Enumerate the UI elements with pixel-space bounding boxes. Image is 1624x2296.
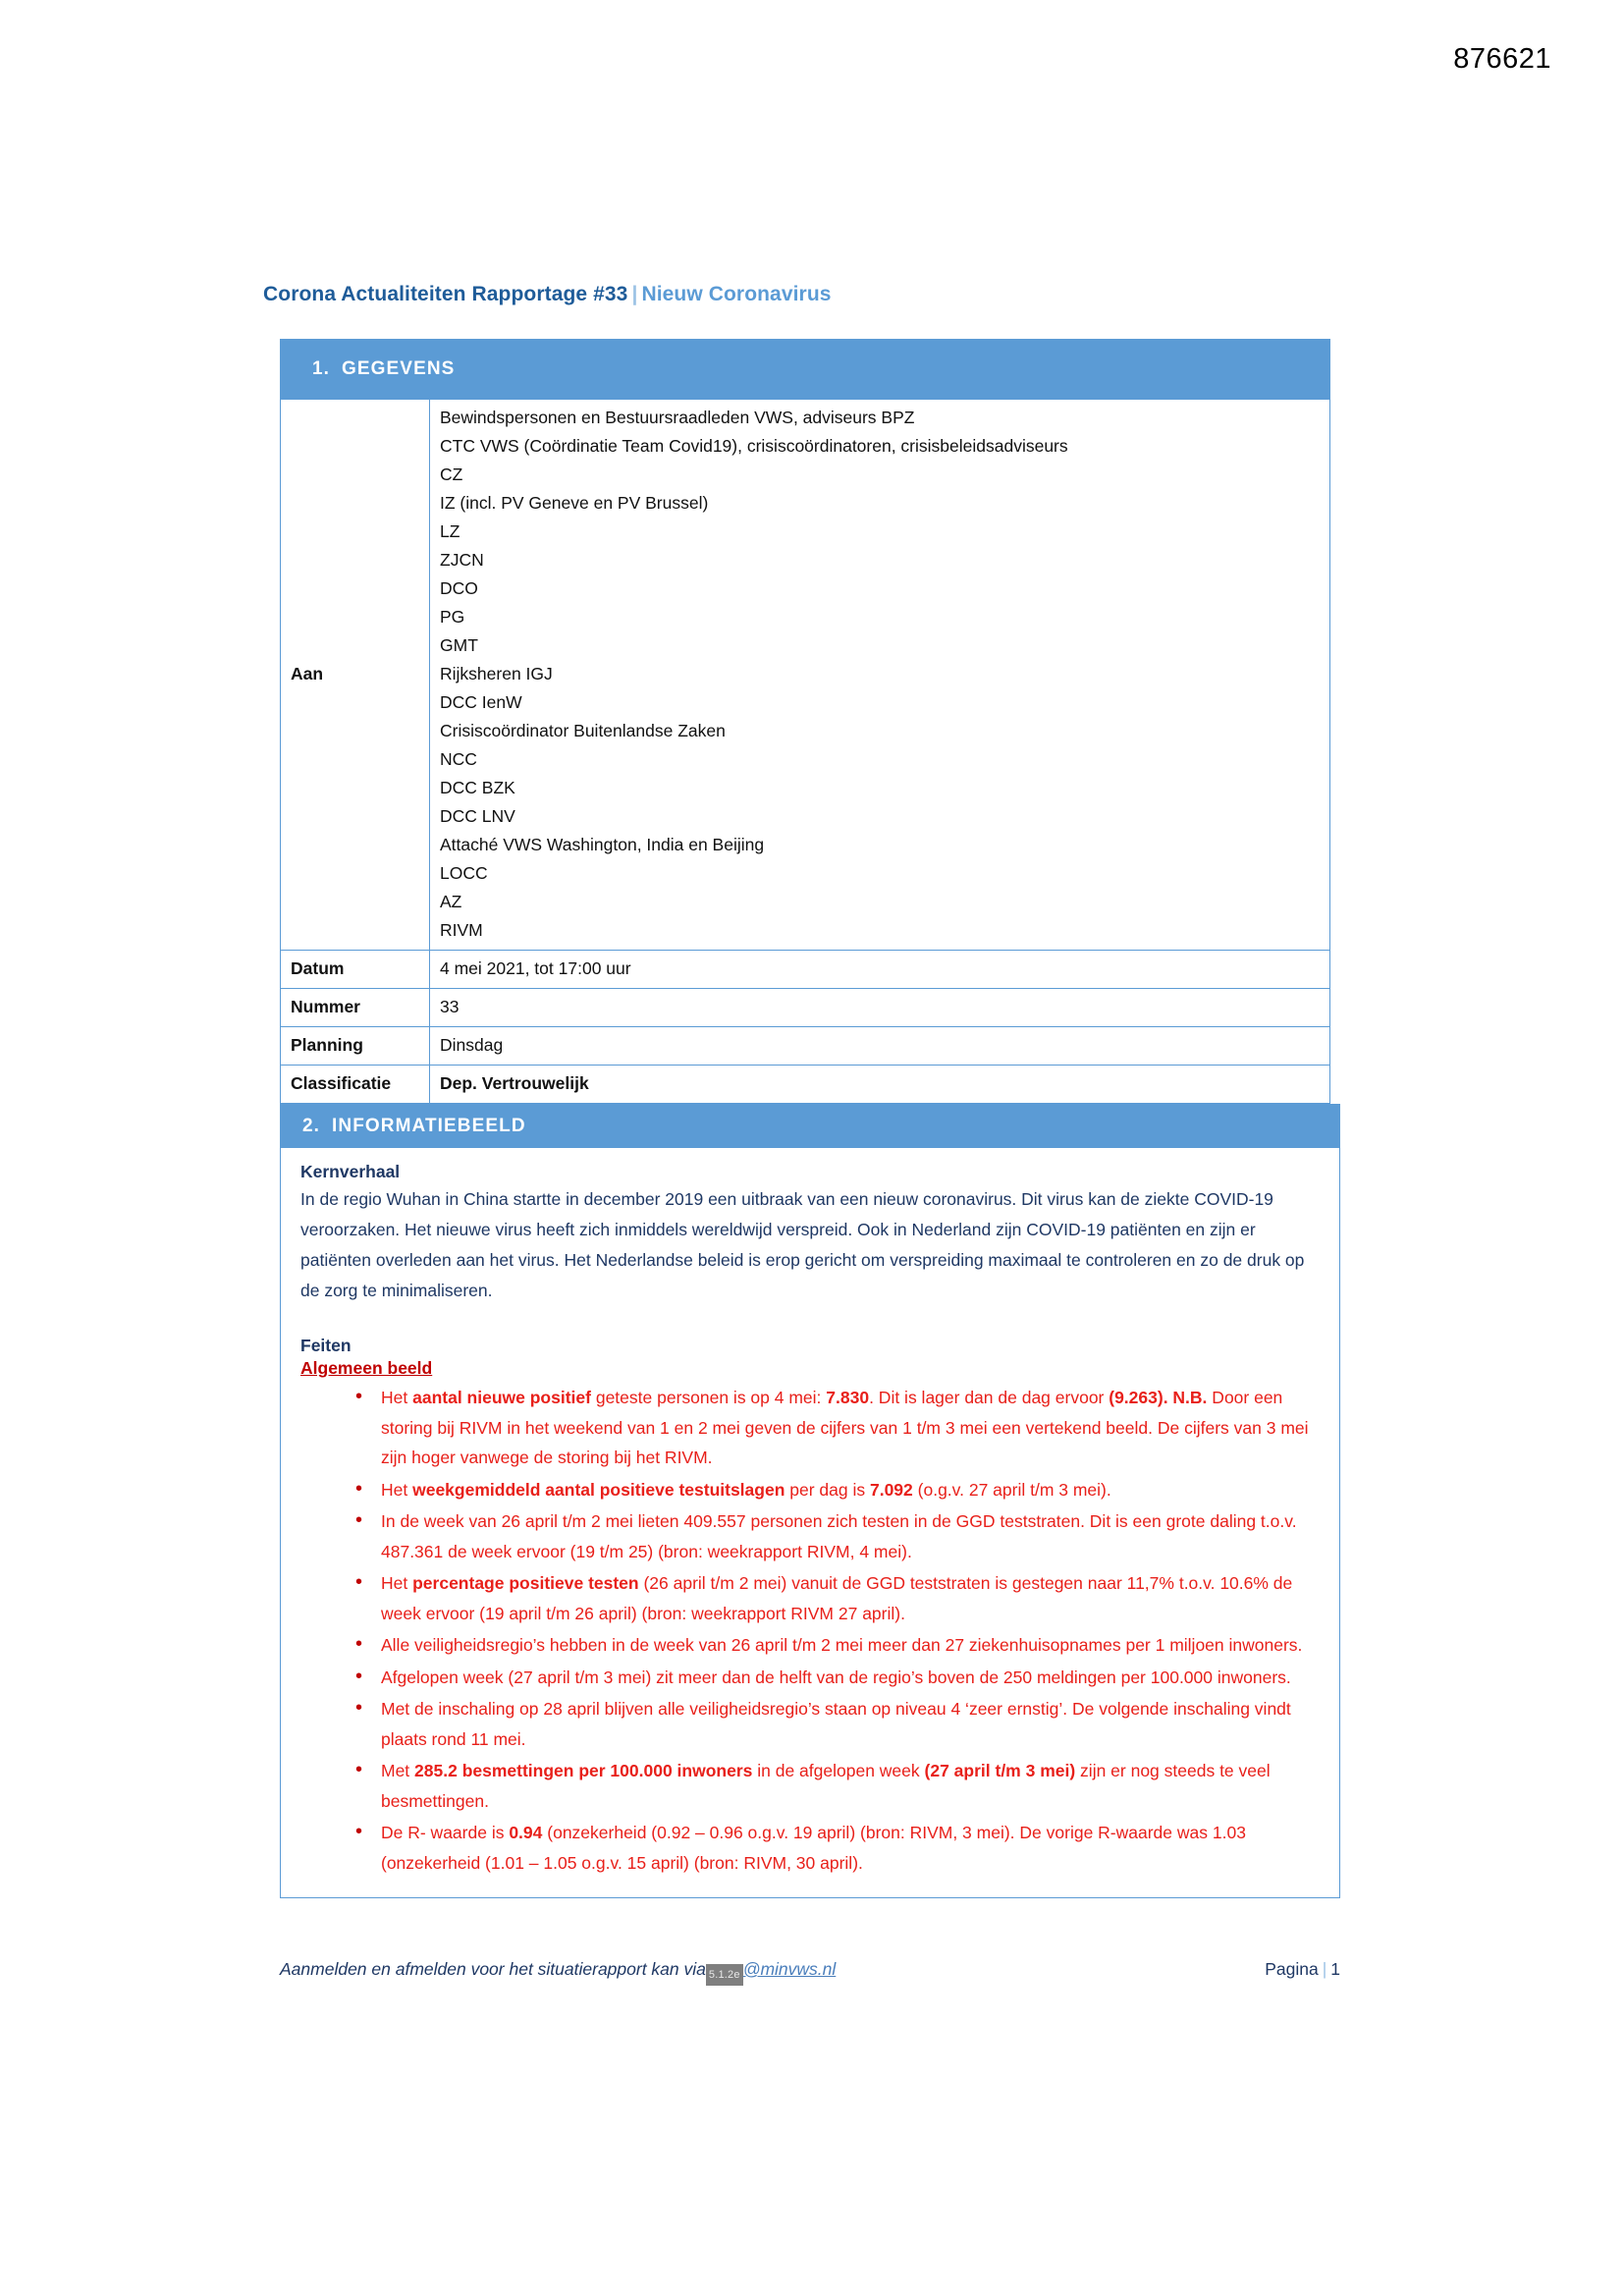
row-label-classificatie: Classificatie xyxy=(281,1066,430,1104)
list-item: • Met 285.2 besmettingen per 100.000 inwoners in de afgelopen week (27 april t/m 3 mei) zijn er nog steeds te veel besmettingen. xyxy=(355,1756,1320,1816)
list-item: DCC LNV xyxy=(440,806,515,826)
list-item: Crisiscoördinator Buitenlandse Zaken xyxy=(440,721,726,740)
list-item: CZ xyxy=(440,465,463,484)
section1-bar xyxy=(291,344,1320,394)
page-label: Pagina xyxy=(1265,1959,1319,1979)
list-item: DCC IenW xyxy=(440,692,522,712)
list-item: DCC BZK xyxy=(440,778,515,797)
report-title xyxy=(263,283,832,306)
section-header-cell xyxy=(281,340,1330,400)
list-item: • De R- waarde is 0.94 (onzekerheid (0.92 – 0.96 o.g.v. 19 april) (bron: RIVM, 3 mei). De vorige R-waarde was 1.03 (onzekerheid (1.01 – 1.05 o.g.v. 15 april) (bron: RIVM, 30 april). xyxy=(355,1818,1320,1878)
section-informatiebeeld xyxy=(280,1104,1340,1898)
list-item: PG xyxy=(440,607,465,627)
footer-contact-line xyxy=(280,1959,836,1986)
page-separator: | xyxy=(1322,1959,1327,1979)
table-row-planning xyxy=(281,1027,1330,1066)
redaction-box: 5.1.2e xyxy=(706,1964,743,1986)
feiten-heading: Feiten xyxy=(300,1336,352,1355)
section-header-row xyxy=(281,340,1330,400)
list-item: Attaché VWS Washington, India en Beijing xyxy=(440,835,765,854)
list-item: Rijksheren IGJ xyxy=(440,664,553,683)
row-value-datum: 4 mei 2021, tot 17:00 uur xyxy=(430,951,1330,989)
table-row-classificatie xyxy=(281,1066,1330,1104)
report-title-separator: | xyxy=(631,283,638,305)
list-item: Bewindspersonen en Bestuursraadleden VWS, adviseurs BPZ xyxy=(440,408,915,427)
row-value-classificatie: Dep. Vertrouwelijk xyxy=(430,1066,1330,1104)
section-gegevens xyxy=(280,339,1330,1104)
list-item: RIVM xyxy=(440,920,483,940)
report-title-subtitle: Nieuw Coronavirus xyxy=(641,283,832,305)
row-label-nummer: Nummer xyxy=(281,989,430,1027)
list-item: IZ (incl. PV Geneve en PV Brussel) xyxy=(440,493,709,513)
list-item: ZJCN xyxy=(440,550,484,570)
footer-text: Aanmelden en afmelden voor het situatierapport kan via xyxy=(280,1959,706,1979)
row-value-nummer: 33 xyxy=(430,989,1330,1027)
report-title-main: Corona Actualiteiten Rapportage #33 xyxy=(263,283,628,305)
list-item: NCC xyxy=(440,749,477,769)
list-item: • Met de inschaling op 28 april blijven alle veiligheidsregio’s staan op niveau 4 ‘zeer ernstig’. De volgende inschaling vindt plaats rond 11 mei. xyxy=(355,1694,1320,1754)
section1-number: 1. xyxy=(312,358,331,379)
algemeen-beeld-heading: Algemeen beeld xyxy=(300,1358,433,1378)
facts-list xyxy=(300,1383,1320,1878)
list-item: • Het aantal nieuwe positief geteste personen is op 4 mei: 7.830. Dit is lager dan de dag ervoor (9.263). N.B. Door een storing bij RIVM in het weekend van 1 en 2 mei geven de cijfers van 1 t/m 3 mei een vertekend beeld. De cijfers van 3 mei zijn hoger vanwege de storing bij het RIVM. xyxy=(355,1383,1320,1473)
list-item: • Alle veiligheidsregio’s hebben in de week van 26 april t/m 2 mei meer dan 27 ziekenhuisopnames per 1 miljoen inwoners. xyxy=(355,1630,1320,1661)
list-item: • Het percentage positieve testen (26 april t/m 2 mei) vanuit de GGD teststraten is gestegen naar 11,7% t.o.v. 10.6% de week ervoor (19 april t/m 26 april) (bron: weekrapport RIVM 27 april). xyxy=(355,1568,1320,1628)
row-label-planning: Planning xyxy=(281,1027,430,1066)
gegevens-table xyxy=(280,339,1330,1104)
table-row-datum xyxy=(281,951,1330,989)
row-label-datum: Datum xyxy=(281,951,430,989)
table-row-nummer xyxy=(281,989,1330,1027)
section2-bar xyxy=(281,1105,1339,1148)
list-item: CTC VWS (Coördinatie Team Covid19), crisiscoördinatoren, crisisbeleidsadviseurs xyxy=(440,436,1068,456)
row-value-aan xyxy=(430,400,1330,951)
list-item: • In de week van 26 april t/m 2 mei lieten 409.557 personen zich testen in de GGD teststraten. Dit is een grote daling t.o.v. 487.361 de week ervoor (19 t/m 25) (bron: weekrapport RIVM, 4 mei). xyxy=(355,1506,1320,1566)
list-item: AZ xyxy=(440,892,462,911)
kernverhaal-heading: Kernverhaal xyxy=(300,1162,401,1181)
list-item: GMT xyxy=(440,635,478,655)
list-item: • Afgelopen week (27 april t/m 3 mei) zit meer dan de helft van de regio’s boven de 250 meldingen per 100.000 inwoners. xyxy=(355,1663,1320,1693)
table-row-aan xyxy=(281,400,1330,951)
email-link[interactable]: @minvws.nl xyxy=(742,1959,837,1979)
list-item: LZ xyxy=(440,521,460,541)
row-value-planning: Dinsdag xyxy=(430,1027,1330,1066)
section2-heading: INFORMATIEBEELD xyxy=(332,1116,526,1136)
page-number-group xyxy=(1265,1959,1340,1980)
document-number-stamp: 876621 xyxy=(1453,43,1551,75)
list-item: DCO xyxy=(440,578,478,598)
section1-heading: GEGEVENS xyxy=(342,358,456,379)
row-label-aan: Aan xyxy=(281,400,430,951)
list-item: • Het weekgemiddeld aantal positieve testuitslagen per dag is 7.092 (o.g.v. 27 april t/m 3 mei). xyxy=(355,1475,1320,1505)
page-number: 1 xyxy=(1330,1959,1340,1979)
section2-body xyxy=(281,1148,1339,1897)
list-item: LOCC xyxy=(440,863,488,883)
section2-number: 2. xyxy=(302,1116,321,1136)
kernverhaal-text: In de regio Wuhan in China startte in december 2019 een uitbraak van een nieuw coronavirus. Dit virus kan de ziekte COVID-19 veroorzaken. Het nieuwe virus heeft zich inmiddels wereldwijd verspreid. Ook in Nederland zijn COVID-19 patiënten en zijn er patiënten overleden aan het virus. Het Nederlandse beleid is erop gericht om verspreiding maximaal te controleren en zo de druk op de zorg te minimaliseren. xyxy=(300,1189,1305,1300)
